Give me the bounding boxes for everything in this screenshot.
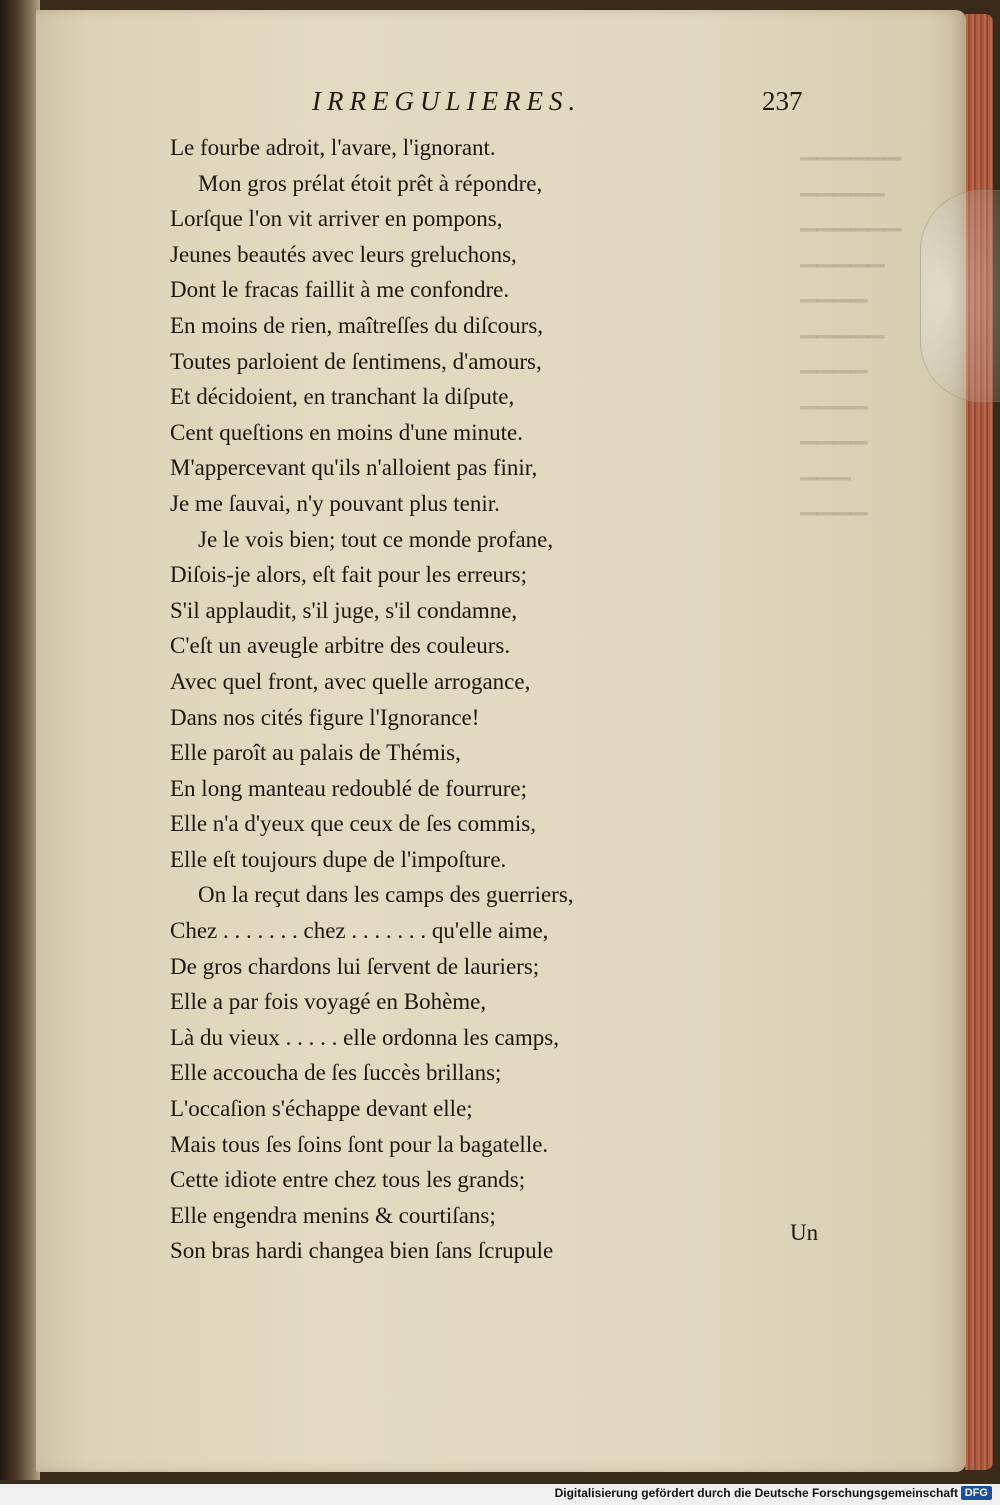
funding-credit: Digitalisierung gefördert durch die Deutsche Forschungsgemeinschaft xyxy=(554,1486,958,1500)
poem-line: Là du vieux . . . . . elle ordonna les camps, xyxy=(170,1024,559,1050)
poem-line: De gros chardons lui ſervent de lauriers; xyxy=(170,953,540,979)
poem-text xyxy=(170,130,810,1269)
poem-line: Cent queſtions en moins d'une minute. xyxy=(170,419,523,445)
poem-line: Le fourbe adroit, l'avare, l'ignorant. xyxy=(170,135,496,160)
running-head: IRREGULIERES. xyxy=(312,86,582,116)
poem-line: Elle paroît au palais de Thémis, xyxy=(170,740,461,766)
poem-line: Elle engendra menins & courtiſans; xyxy=(170,1202,496,1228)
poem-line: M'appercevant qu'ils n'alloient pas finir, xyxy=(170,455,538,481)
poem-line: Diſois-je alors, eſt fait pour les erreurs; xyxy=(170,562,528,588)
poem-line: Elle accoucha de ſes ſuccès brillans; xyxy=(170,1060,502,1086)
page-number: 237 xyxy=(762,86,803,116)
poem-line: Cette idiote entre chez tous les grands; xyxy=(170,1167,526,1193)
poem-line: L'occaſion s'échappe devant elle; xyxy=(170,1096,473,1122)
poem-line: C'eſt un aveugle arbitre des couleurs. xyxy=(170,633,511,659)
poem-line: En moins de rien, maîtreſſes du diſcours, xyxy=(170,312,544,338)
poem-line: Son bras hardi changea bien ſans ſcrupule xyxy=(170,1238,554,1264)
bleed-through-text: ▁▁▁▁▁▁ ▁▁▁▁▁ ▁▁▁▁▁▁ ▁▁▁▁▁ ▁▁▁▁ ▁▁▁▁▁ ▁▁▁▁ ▁▁▁▁ ▁▁▁▁ ▁▁▁ ▁▁▁▁ xyxy=(800,135,902,515)
poem-line: Toutes parloient de ſentimens, d'amours, xyxy=(170,348,542,374)
poem-line: En long manteau redoublé de fourrure; xyxy=(170,775,528,801)
poem-line: Mon gros prélat étoit prêt à répondre, xyxy=(198,170,543,196)
catchword: Un xyxy=(790,1220,819,1245)
poem-line: Elle eſt toujours dupe de l'impoſture. xyxy=(170,846,507,872)
poem-line: Dont le fracas faillit à me confondre. xyxy=(170,277,510,303)
poem-line: Elle a par fois voyagé en Bohème, xyxy=(170,989,487,1015)
poem-line: On la reçut dans les camps des guerriers, xyxy=(198,882,574,908)
poem-line: Dans nos cités figure l'Ignorance! xyxy=(170,704,480,730)
poem-line: Elle n'a d'yeux que ceux de ſes commis, xyxy=(170,811,536,837)
poem-line: S'il applaudit, s'il juge, s'il condamne, xyxy=(170,597,518,623)
book-gutter xyxy=(0,0,40,1480)
poem-line: Je le vois bien; tout ce monde profane, xyxy=(198,526,554,552)
poem-line: Je me ſauvai, n'y pouvant plus tenir. xyxy=(170,490,500,516)
page-clip xyxy=(920,190,1000,402)
dfg-logo: DFG xyxy=(961,1486,992,1500)
poem-line: Mais tous ſes ſoins ſont pour la bagatelle. xyxy=(170,1131,549,1157)
poem-line: Avec quel front, avec quelle arrogance, xyxy=(170,668,531,694)
poem-line: Jeunes beautés avec leurs greluchons, xyxy=(170,241,517,267)
poem-line: Lorſque l'on vit arriver en pompons, xyxy=(170,206,503,232)
poem-line: Et décidoient, en tranchant la diſpute, xyxy=(170,384,515,410)
poem-line: Chez . . . . . . . chez . . . . . . . qu'elle aime, xyxy=(170,918,549,944)
